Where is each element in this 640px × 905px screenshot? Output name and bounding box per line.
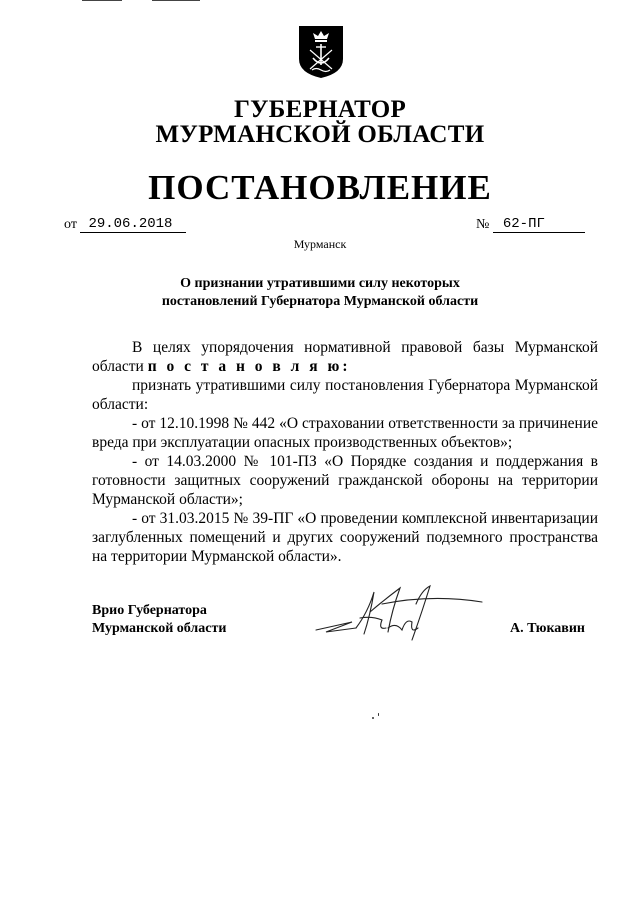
scan-speck <box>372 717 374 719</box>
document-body <box>92 338 598 566</box>
subject-line2: постановлений Губернатора Мурманской области <box>161 294 479 309</box>
signatory-position <box>92 602 226 638</box>
position-line2: Мурманской области <box>92 621 227 636</box>
issuer-title-line1: ГУБЕРНАТОР <box>233 96 407 123</box>
signatory-name: А. Тюкавин <box>510 621 585 636</box>
coat-of-arms-icon <box>298 25 344 79</box>
number-row <box>476 216 585 233</box>
intro-text: В целях упорядочения нормативной правовой базы Мурманской области <box>92 339 598 375</box>
list-item: - от 14.03.2000 № 101-ПЗ «О Порядке создания и поддержания в готовности защитных сооружений гражданской обороны на территории Мурманской области»; <box>92 453 598 508</box>
scan-speck <box>378 713 379 716</box>
number-value: 62-ПГ <box>493 216 585 233</box>
list-item: - от 12.10.1998 № 442 «О страховании ответственности за причинение вреда при эксплуатации опасных производственных объектов»; <box>92 415 598 451</box>
date-value: 29.06.2018 <box>80 216 186 233</box>
date-row <box>64 216 186 233</box>
date-prefix: от <box>64 217 77 232</box>
scan-edge-line <box>82 0 122 1</box>
document-type-title: ПОСТАНОВЛЕНИЕ <box>148 168 492 207</box>
list-item: - от 31.03.2015 № 39-ПГ «О проведении комплексной инвентаризации заглубленных помещений и других сооружений подземного пространства на территории Мурманской области». <box>92 510 598 565</box>
decree-word: п о с т а н о в л я ю: <box>147 358 351 375</box>
city-label: Мурманск <box>293 237 347 251</box>
intro-paragraph <box>92 338 598 376</box>
issuer-title-line2: МУРМАНСКОЙ ОБЛАСТИ <box>155 121 485 148</box>
document-subject <box>0 275 640 311</box>
subject-line1: О признании утратившими силу некоторых <box>180 276 460 291</box>
number-prefix: № <box>476 217 490 232</box>
position-line1: Врио Губернатора <box>92 603 207 618</box>
lead-paragraph: признать утратившими силу постановления Губернатора Мурманской области: <box>92 377 598 413</box>
scan-edge-line <box>152 0 200 1</box>
handwritten-signature <box>312 582 512 644</box>
